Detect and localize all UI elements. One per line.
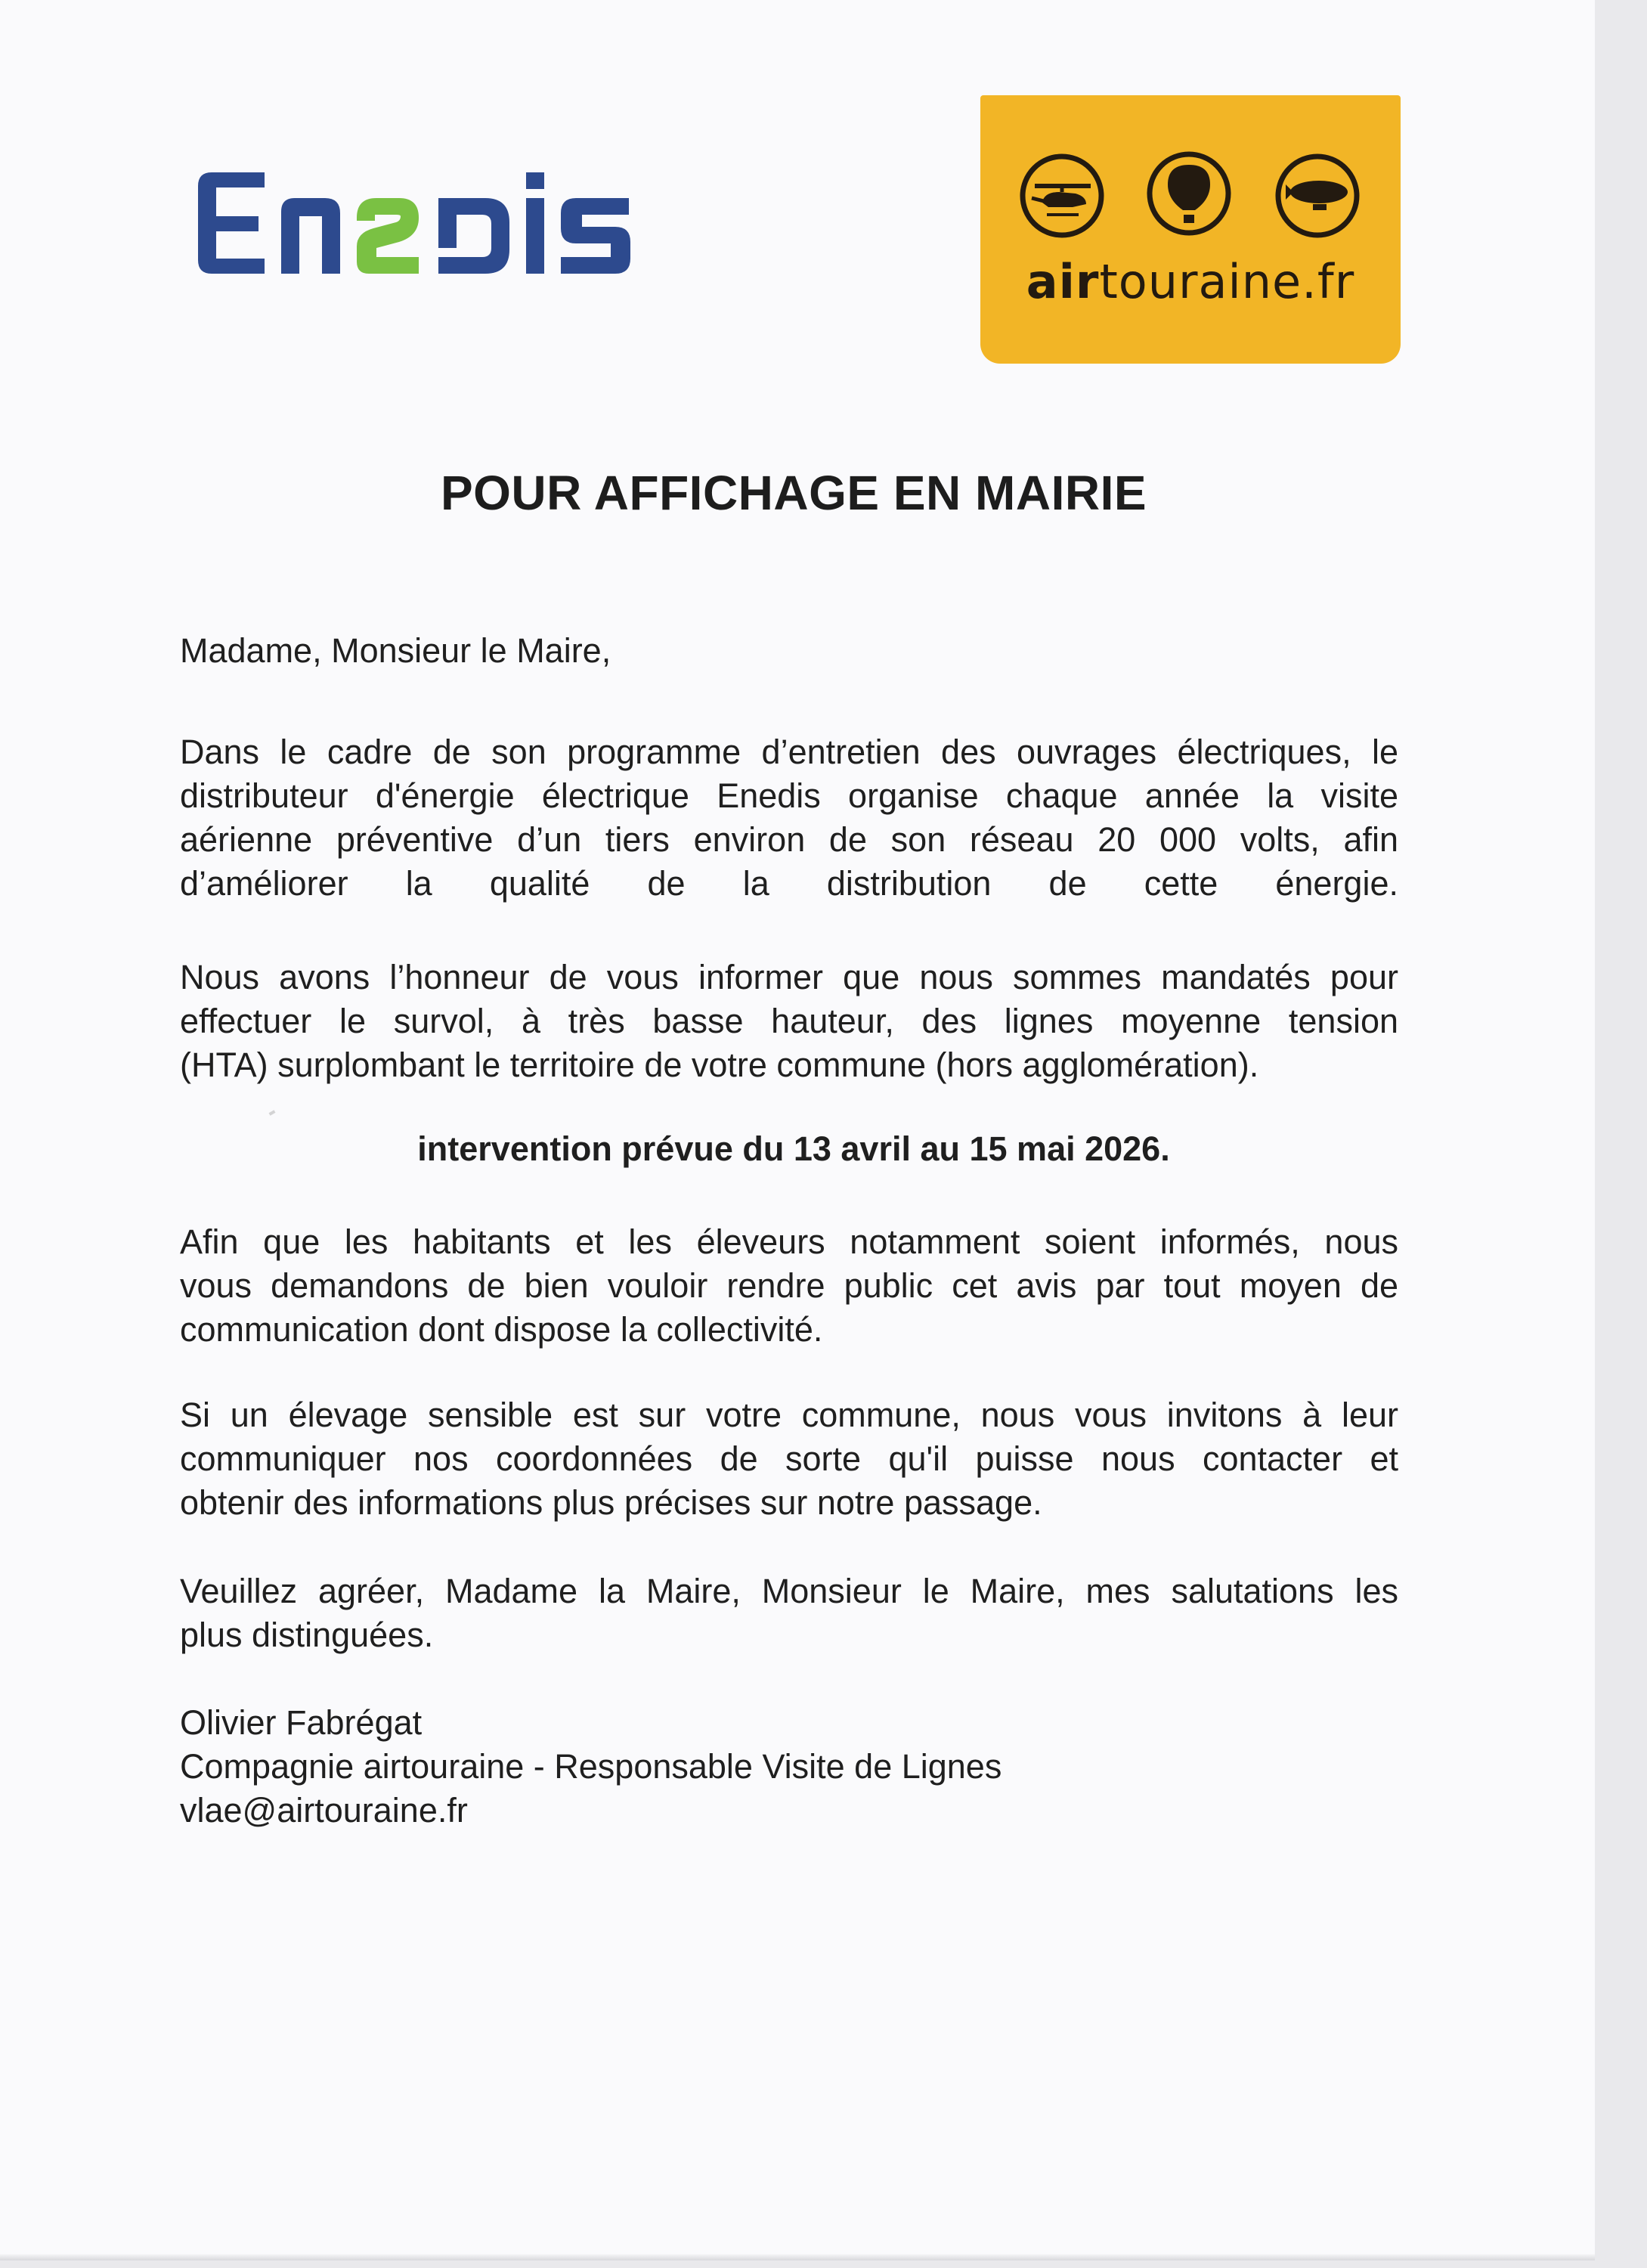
- signature-email[interactable]: vlae@airtouraine.fr: [180, 1791, 468, 1830]
- paragraph-maintenance-program: [180, 730, 1398, 906]
- page-bottom-edge: [0, 2254, 1595, 2260]
- paragraph-line: distributeur d'énergie électrique Enedis organise chaque année la visite: [180, 776, 1398, 815]
- airtouraine-wordmark-rest: touraine.fr: [1099, 254, 1355, 309]
- paragraph-line: Dans le cadre de son programme d’entretien des ouvrages électriques, le: [180, 733, 1398, 771]
- paragraph-line: Nous avons l’honneur de vous informer que nous sommes mandatés pour: [180, 958, 1398, 996]
- paragraph-line: communication dont dispose la collectivité.: [180, 1310, 823, 1349]
- airtouraine-logo-background: [980, 95, 1401, 364]
- paragraph-line: communiquer nos coordonnées de sorte qu'il puisse nous contacter et: [180, 1439, 1398, 1478]
- scan-speck: [269, 1110, 276, 1115]
- intervention-dates: intervention prévue du 13 avril au 15 mai 2026.: [417, 1129, 1170, 1168]
- signature-name: Olivier Fabrégat: [180, 1703, 423, 1742]
- paragraph-line: effectuer le survol, à très basse hauteur, des lignes moyenne tension: [180, 1002, 1398, 1040]
- paragraph-line: Veuillez agréer, Madame la Maire, Monsieur le Maire, mes salutations les: [180, 1572, 1398, 1610]
- signature-role: Compagnie airtouraine - Responsable Visite de Lignes: [180, 1747, 1002, 1786]
- paragraph-line: plus distinguées.: [180, 1616, 434, 1654]
- paragraph-line: Afin que les habitants et les éleveurs notamment soient informés, nous: [180, 1222, 1398, 1261]
- airtouraine-wordmark: [980, 254, 1401, 309]
- page-title: POUR AFFICHAGE EN MAIRIE: [440, 466, 1147, 520]
- paragraph-line: d’améliorer la qualité de la distribution de cette énergie.: [180, 864, 1398, 903]
- salutation: Madame, Monsieur le Maire,: [180, 631, 611, 670]
- paragraph-line: vous demandons de bien vouloir rendre public cet avis par tout moyen de: [180, 1266, 1398, 1305]
- airtouraine-wordmark-bold: air: [1026, 254, 1100, 309]
- paragraph-line: aérienne préventive d’un tiers environ de son réseau 20 000 volts, afin: [180, 820, 1398, 859]
- paragraph-overflight-notice: [180, 956, 1398, 1087]
- signature-block: [180, 1701, 1398, 1833]
- airtouraine-logo: [980, 95, 1401, 364]
- paragraph-sensitive-farming: [180, 1393, 1398, 1525]
- paragraph-inform-residents: [180, 1220, 1398, 1352]
- closing-formula: [180, 1569, 1398, 1657]
- enedis-logo-graphic: [198, 172, 682, 278]
- paragraph-line: Si un élevage sensible est sur votre commune, nous vous invitons à leur: [180, 1396, 1398, 1434]
- paragraph-line: obtenir des informations plus précises sur notre passage.: [180, 1483, 1042, 1522]
- enedis-logo: [198, 172, 682, 278]
- paragraph-line: (HTA) surplombant le territoire de votre commune (hors agglomération).: [180, 1046, 1259, 1084]
